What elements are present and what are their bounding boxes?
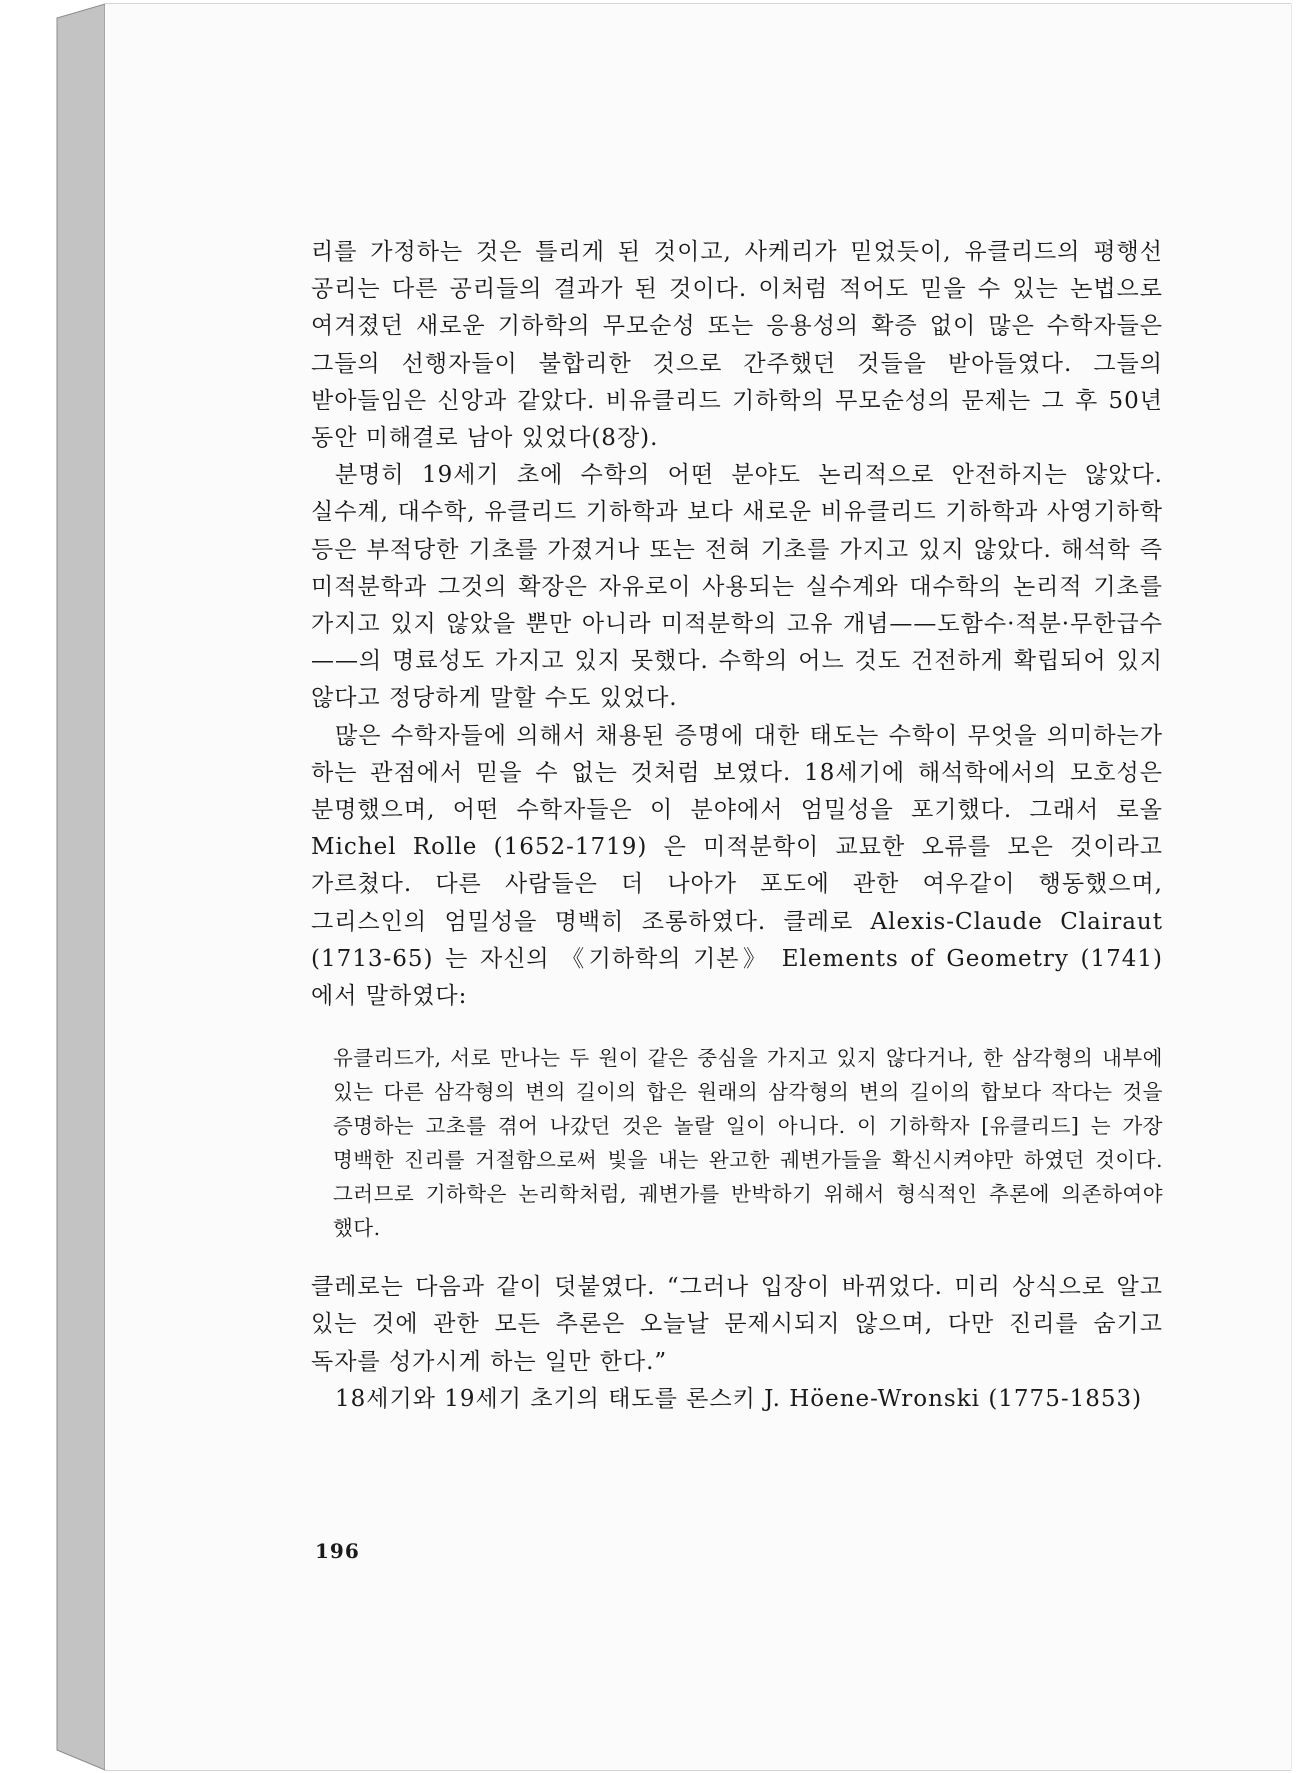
- body-paragraph: 18세기와 19세기 초기의 태도를 론스키 J. Höene-Wronski (1775-1853): [335, 1385, 1143, 1412]
- book-spine-face: [57, 4, 105, 1770]
- page-text-block: [311, 234, 1163, 1418]
- page-number: 196: [315, 1539, 360, 1563]
- block-quote: 유클리드가, 서로 만나는 두 원이 같은 중심을 가지고 있지 않다거나, 한 삼각형의 내부에 있는 다른 삼각형의 변의 길이의 합은 원래의 삼각형의 변의 길이의 합보다 작다는 것을 증명하는 고초를 겪어 나갔던 것은 놀랄 일이 아니다. 이 기하학자 [유클리드] 는 가장 명백한 진리를 거절함으로써 빛을 내는 완고한 궤변가들을 확신시켜야만 하였던 것이다. 그러므로 기하학은 논리학처럼, 궤변가를 반박하기 위해서 형식적인 추론에 의존하여야 했다.: [333, 1046, 1163, 1241]
- body-paragraph: 클레로는 다음과 같이 덧붙였다. “그러나 입장이 바뀌었다. 미리 상식으로 알고 있는 것에 관한 모든 추론은 오늘날 문제시되지 않으며, 다만 진리를 숨기고 독자를 성가시게 하는 일만 한다.”: [311, 1274, 1163, 1375]
- body-paragraph: 리를 가정하는 것은 틀리게 된 것이고, 사케리가 믿었듯이, 유클리드의 평행선 공리는 다른 공리들의 결과가 된 것이다. 이처럼 적어도 믿을 수 있는 논법으로 여겨졌던 새로운 기하학의 무모순성 또는 응용성의 확증 없이 많은 수학자들은 그들의 선행자들이 불합리한 것으로 간주했던 것들을 받아들였다. 그들의 받아들임은 신앙과 같았다. 비유클리드 기하학의 무모순성의 문제는 그 후 50년 동안 미해결로 남아 있었다(8장).: [311, 239, 1163, 452]
- body-paragraph: 많은 수학자들에 의해서 채용된 증명에 대한 태도는 수학이 무엇을 의미하는가 하는 관점에서 믿을 수 없는 것처럼 보였다. 18세기에 해석학에서의 모호성은 분명했으며, 어떤 수학자들은 이 분야에서 엄밀성을 포기했다. 그래서 로올 Michel Rolle (1652-1719) 은 미적분학이 교묘한 오류를 모은 것이라고 가르쳤다. 다른 사람들은 더 나아가 포도에 관한 여우같이 행동했으며, 그리스인의 엄밀성을 명백히 조롱하였다. 클레로 Alexis-Claude Clairaut (1713-65) 는 자신의 《기하학의 기본》 Elements of Geometry (1741) 에서 말하였다:: [311, 722, 1163, 1010]
- body-paragraph: 분명히 19세기 초에 수학의 어떤 분야도 논리적으로 안전하지는 않았다. 실수계, 대수학, 유클리드 기하학과 보다 새로운 비유클리드 기하학과 사영기하학 등은 부적당한 기초를 가졌거나 또는 전혀 기초를 가지고 있지 않았다. 해석학 즉 미적분학과 그것의 확장은 자유로이 사용되는 실수계와 대수학의 논리적 기초를 가지고 있지 않았을 뿐만 아니라 미적분학의 고유 개념——도함수·적분·무한급수——의 명료성도 가지고 있지 못했다. 수학의 어느 것도 건전하게 확립되어 있지 않다고 정당하게 말할 수도 있었다.: [311, 462, 1163, 712]
- book-page: [105, 4, 1291, 1770]
